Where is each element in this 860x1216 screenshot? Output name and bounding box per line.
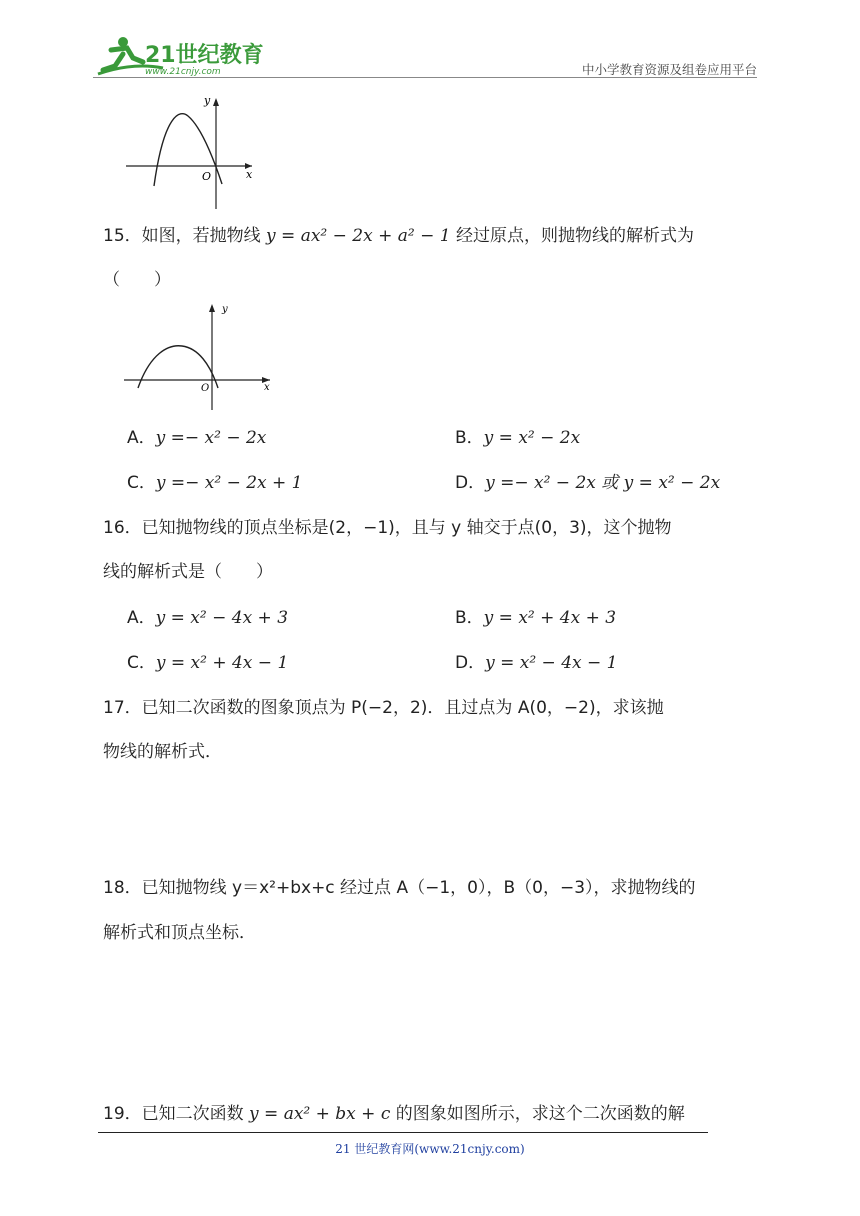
q19-suffix: 的图象如图所示，求这个二次函数的解 — [390, 1104, 685, 1124]
parabola-graph-1 — [122, 94, 262, 210]
q15-blank: （ ） — [103, 270, 171, 290]
question-16-line-2: 线的解析式是（ ） — [103, 562, 273, 582]
logo-url: www.21cnjy.com — [145, 67, 221, 77]
header-divider — [93, 77, 757, 78]
q19-prefix: 19．已知二次函数 — [103, 1104, 250, 1124]
q15-suffix: 经过原点，则抛物线的解析式为 — [450, 226, 694, 246]
q15-equation: y = ax² − 2x + a² − 1 — [266, 226, 451, 246]
parabola-graph-2 — [120, 302, 275, 414]
parabola-curve — [154, 114, 222, 186]
origin-label: O — [201, 383, 210, 394]
q16-option-d[interactable]: D．y = x² − 4x − 1 — [455, 653, 618, 673]
header-platform-text: 中小学教育资源及组卷应用平台 — [581, 62, 757, 77]
question-18-line-2: 解析式和顶点坐标． — [103, 923, 256, 943]
question-17-line-2: 物线的解析式． — [103, 742, 222, 762]
runner-logo-icon — [93, 32, 263, 82]
q15-prefix: 15．如图，若抛物线 — [103, 226, 267, 246]
x-axis-label: x — [264, 382, 270, 393]
question-19-line-1 — [103, 1102, 685, 1126]
site-logo — [93, 32, 263, 82]
q16-option-a[interactable]: A．y = x² − 4x + 3 — [127, 608, 289, 628]
parabola-curve — [138, 346, 218, 388]
question-15 — [103, 224, 694, 248]
y-axis-arrow-icon — [209, 304, 215, 312]
q16-option-c[interactable]: C．y = x² + 4x − 1 — [127, 653, 289, 673]
q15-option-c[interactable]: C．y =− x² − 2x + 1 — [127, 473, 303, 493]
q15-option-b[interactable]: B．y = x² − 2x — [455, 428, 581, 448]
footer-link[interactable]: 21 世纪教育网(www.21cnjy.com) — [335, 1142, 525, 1156]
y-axis-label: y — [204, 94, 211, 107]
logo-text: 21世纪教育 — [145, 43, 263, 68]
y-axis-arrow-icon — [213, 98, 219, 106]
question-16-line-1: 16．已知抛物线的顶点坐标是(2，−1)，且与 y 轴交于点(0，3)，这个抛物 — [103, 518, 672, 538]
x-axis-label: x — [246, 168, 253, 181]
footer-divider — [98, 1132, 708, 1133]
q19-equation: y = ax² + bx + c — [249, 1104, 391, 1124]
question-17-line-1: 17．已知二次函数的图象顶点为 P(−2，2)．且过点为 A(0，−2)，求该抛 — [103, 698, 664, 718]
y-axis-label: y — [222, 304, 228, 315]
q15-option-a[interactable]: A．y =− x² − 2x — [127, 428, 267, 448]
q15-option-d[interactable]: D．y =− x² − 2x 或 y = x² − 2x — [455, 473, 721, 493]
question-18-line-1: 18．已知抛物线 y＝x²+bx+c 经过点 A（−1，0），B（0，−3），求抛物线的 — [103, 878, 696, 898]
origin-label: O — [202, 170, 212, 183]
q16-option-b[interactable]: B．y = x² + 4x + 3 — [455, 608, 617, 628]
